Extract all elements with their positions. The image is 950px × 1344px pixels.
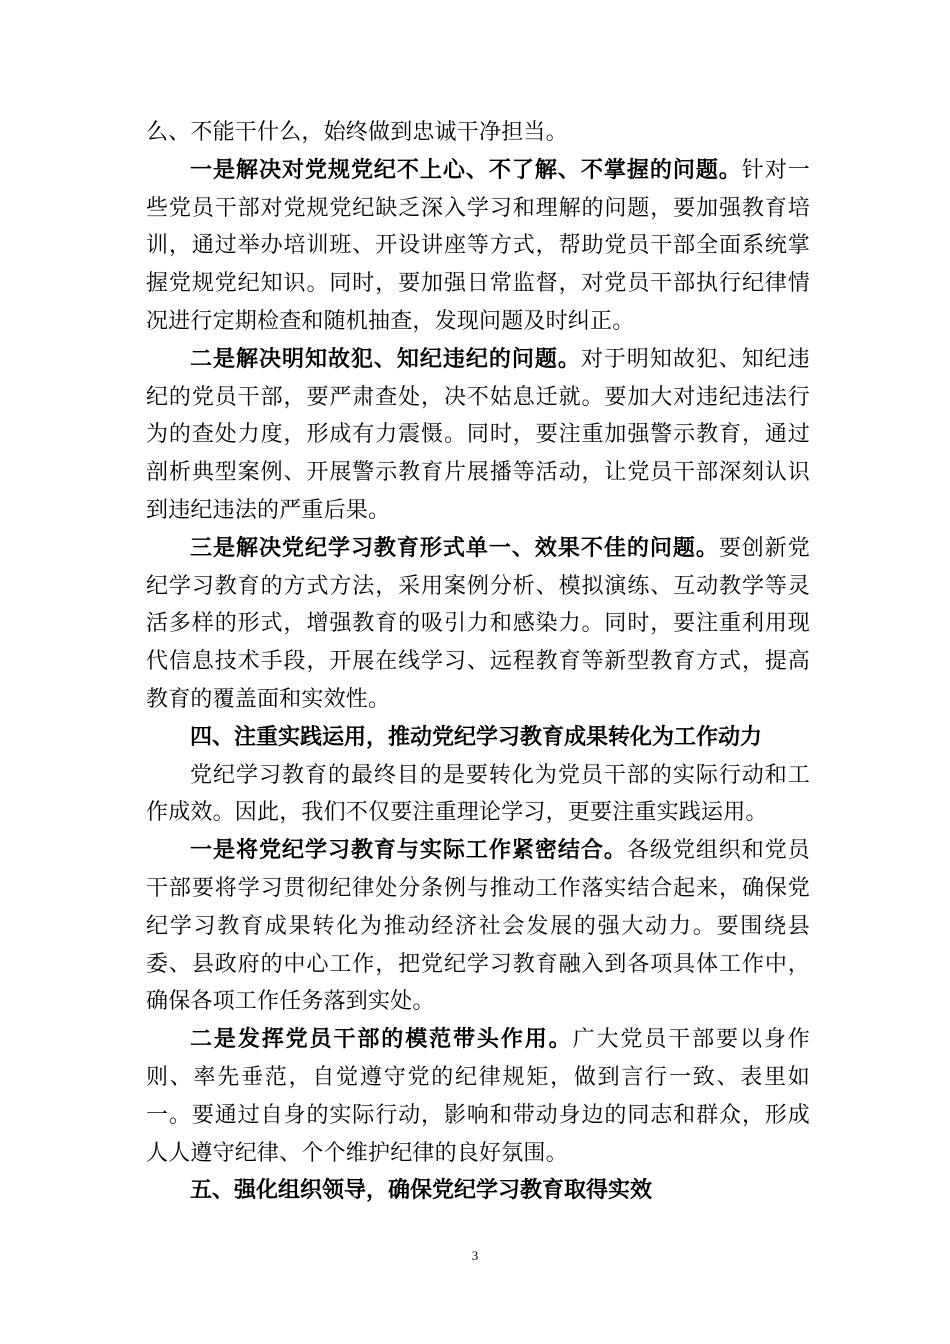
paragraph-text: 么、不能干什么，始终做到忠诚干净担当。: [146, 120, 568, 145]
paragraph-text: 党纪学习教育的最终目的是要转化为党员干部的实际行动和工作成效。因此，我们不仅要注重理论学习，更要注重实践运用。: [146, 762, 810, 826]
page-number: 3: [471, 1248, 479, 1263]
section-4-item-2: [146, 1021, 810, 1172]
paragraph-text: 对于明知故犯、知纪违纪的党员干部，要严肃查处，决不姑息迁就。要加大对违纪违法行为的查处力度，形成有力震慑。同时，要注重加强警示教育，通过剖析典型案例、开展警示教育片展播等活动，让党员干部深刻认识到违纪违法的严重后果。: [146, 346, 810, 523]
paragraph-text: 要创新党纪学习教育的方式方法，采用案例分析、模拟演练、互动教学等灵活多样的形式，增强教育的吸引力和感染力。同时，要注重利用现代信息技术手段，开展在线学习、远程教育等新型教育方式，提高教育的覆盖面和实效性。: [146, 535, 810, 712]
paragraph-item-2: [146, 341, 810, 530]
paragraph-item-1: [146, 152, 810, 341]
paragraph-text: 各级党组织和党员干部要将学习贯彻纪律处分条例与推动工作落实结合起来，确保党纪学习教育成果转化为推动经济社会发展的强大动力。要围绕县委、县政府的中心工作，把党纪学习教育融入到各项具体工作中，确保各项工作任务落到实处。: [146, 838, 810, 1015]
document-body: [146, 114, 810, 1210]
section-4-intro: [146, 757, 810, 833]
section-heading-4: 四、注重实践运用，推动党纪学习教育成果转化为工作动力: [190, 723, 763, 750]
paragraph-continuation: [146, 114, 810, 152]
paragraph-lead: 二是解决明知故犯、知纪违纪的问题。: [190, 345, 581, 372]
paragraph-lead: 一是解决对党规党纪不上心、不了解、不掌握的问题。: [190, 156, 742, 183]
paragraph-item-3: [146, 530, 810, 719]
paragraph-text: 针对一些党员干部对党规党纪缺乏深入学习和理解的问题，要加强教育培训，通过举办培训班、开设讲座等方式，帮助党员干部全面系统掌握党规党纪知识。同时，要加强日常监督，对党员干部执行纪律情况进行定期检查和随机抽查，发现问题及时纠正。: [146, 157, 810, 334]
paragraph-lead: 一是将党纪学习教育与实际工作紧密结合。: [190, 837, 627, 864]
section-4-item-1: [146, 832, 810, 1021]
paragraph-lead: 二是发挥党员干部的模范带头作用。: [190, 1026, 573, 1053]
paragraph-lead: 三是解决党纪学习教育形式单一、效果不佳的问题。: [190, 534, 719, 561]
section-heading-5: 五、强化组织领导，确保党纪学习教育取得实效: [190, 1177, 653, 1204]
paragraph-text: 广大党员干部要以身作则、率先垂范，自觉遵守党的纪律规矩，做到言行一致、表里如一。要通过自身的实际行动，影响和带动身边的同志和群众，形成人人遵守纪律、个个维护纪律的良好氛围。: [146, 1027, 810, 1166]
